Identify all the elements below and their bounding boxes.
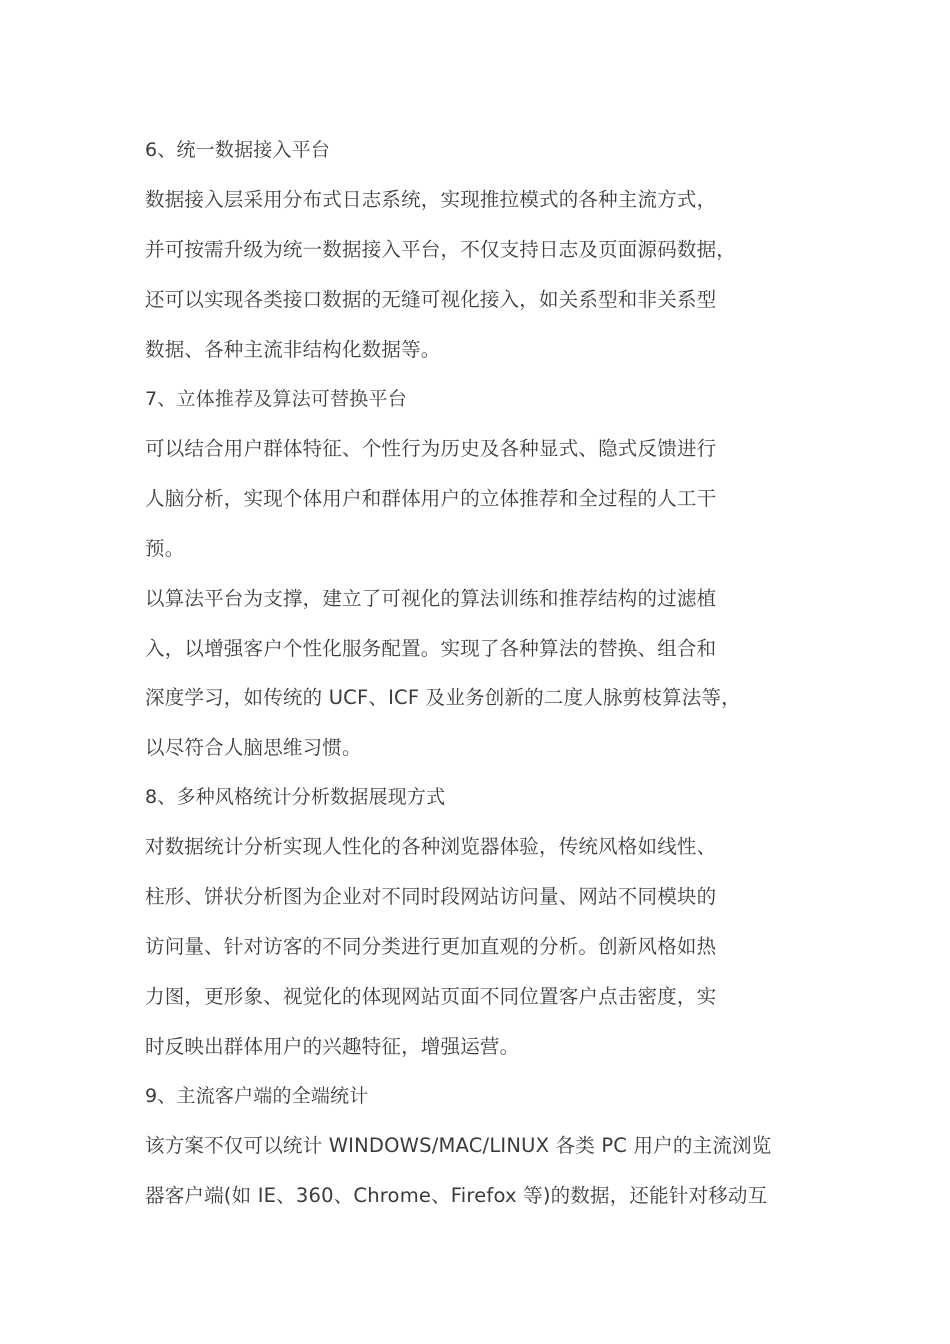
- paragraph-line: 以尽符合人脑思维习惯。: [145, 736, 362, 759]
- section-heading-6: 6、统一数据接入平台: [145, 139, 331, 161]
- paragraph-line: 预。: [145, 537, 185, 560]
- paragraph-line: 数据、各种主流非结构化数据等。: [145, 338, 441, 361]
- paragraph-line: 时反映出群体用户的兴趣特征，增强运营。: [145, 1035, 520, 1058]
- paragraph-line: 该方案不仅可以统计 WINDOWS/MAC/LINUX 各类 PC 用户的主流浏览: [145, 1134, 772, 1157]
- paragraph-line: 访问量、针对访客的不同分类进行更加直观的分析。创新风格如热: [145, 935, 717, 958]
- paragraph-line: 对数据统计分析实现人性化的各种浏览器体验，传统风格如线性、: [145, 835, 717, 858]
- paragraph-line: 人脑分析，实现个体用户和群体用户的立体推荐和全过程的人工干: [145, 487, 717, 510]
- paragraph-line: 力图，更形象、视觉化的体现网站页面不同位置客户点击密度，实: [145, 985, 717, 1008]
- paragraph-line: 以算法平台为支撑，建立了可视化的算法训练和推荐结构的过滤植: [145, 587, 717, 610]
- section-heading-8: 8、多种风格统计分析数据展现方式: [145, 786, 446, 808]
- paragraph-line: 数据接入层采用分布式日志系统，实现推拉模式的各种主流方式，: [145, 188, 717, 211]
- paragraph-line: 柱形、饼状分析图为企业对不同时段网站访问量、网站不同模块的: [145, 885, 717, 908]
- paragraph-line: 还可以实现各类接口数据的无缝可视化接入，如关系型和非关系型: [145, 288, 717, 311]
- section-heading-7: 7、立体推荐及算法可替换平台: [145, 388, 407, 410]
- paragraph-line: 并可按需升级为统一数据接入平台，不仅支持日志及页面源码数据，: [145, 238, 737, 261]
- paragraph-line: 可以结合用户群体特征、个性行为历史及各种显式、隐式反馈进行: [145, 437, 717, 460]
- paragraph-line: 入，以增强客户个性化服务配置。实现了各种算法的替换、组合和: [145, 637, 717, 660]
- paragraph-line: 深度学习，如传统的 UCF、ICF 及业务创新的二度人脉剪枝算法等，: [145, 686, 741, 709]
- section-heading-9: 9、主流客户端的全端统计: [145, 1085, 369, 1107]
- paragraph-line: 器客户端(如 IE、360、Chrome、Firefox 等)的数据，还能针对移动互: [145, 1184, 768, 1207]
